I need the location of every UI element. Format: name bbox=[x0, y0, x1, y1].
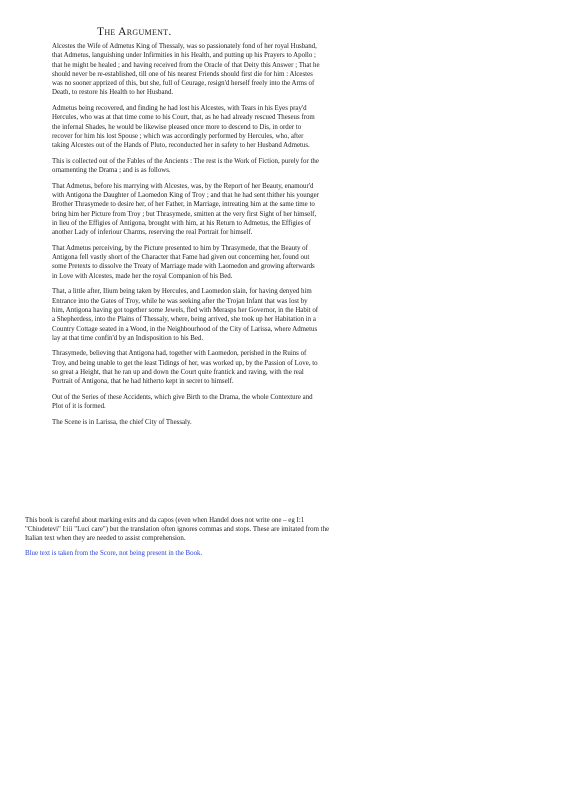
editorial-notes bbox=[25, 516, 341, 564]
blue-text-note: Blue text is taken from the Score, not being present in the Book. bbox=[25, 550, 203, 558]
argument-paragraph-1: Alcestes the Wife of Admetus King of Thessaly, was so passionately fond of her royal Husband, that Admetus, languishing under Infirmities in his Health, and putting up his Prayers to Apollo ; that he might be healed ; and having received from the Oracle of that Deity this Answer ; That he should never be re-established, till one of his nearest Friends should first die for him : Alcestes was no sooner apprized of this, but she, full of Ceurage, resign'd herself freely into the Arms of Death, to restore his Health to her Husband. bbox=[52, 43, 320, 97]
argument-paragraph-6: That, a little after, Ilium being taken by Hercules, and Laomedon slain, for having denyed him Entrance into the Gates of Troy, while he was seeking after the Trojan Infant that was lost by him, Antigona having got together some Jewels, fled with Merasps her Governor, in the Habit of a Shepherdess, into the Plains of Thessaly, where, being arrived, she took up her Habitation in a Country Cottage seated in a Wood, in the Neighbourhood of the City of Larissa, where Admetus lay at that time confin'd by an Indisposition to his Bed. bbox=[52, 288, 319, 342]
editorial-note: This book is careful about marking exits and da capos (even when Handel does not write one – eg I:1 "Chiudetevi" I:iii "Luci care") but the translation often ignores commas and stops. These are imitated from the Italian text when they are needed to assist comprehension. bbox=[25, 517, 330, 543]
argument-paragraph-7: Thrasymede, believing that Antigona had, together with Laomedon, perished in the Ruins of Troy, and being unable to get the least Tidings of her, was worked up, by the Passion of Love, to so great a Height, that he ran up and down the Court quite frantick and raving, with the real Portrait of Antigona, that he had hitherto kept in secret to himself. bbox=[52, 350, 318, 386]
argument-body bbox=[52, 42, 320, 433]
argument-paragraph-2: Admetus being recovered, and finding he had lost his Alcestes, with Tears in his Eyes pray'd Hercules, who was at that time come to his Court, that, as he had already rescued Theseus from the infernal Shades, he would be likewise pleased once more to descend to Dis, in order to recover for him his lost Spouse ; which was accordingly performed by Hercules, who, after taking Alcestes out of the Hands of Pluto, reconducted her in safety to her Husband Admetus. bbox=[52, 105, 315, 150]
argument-paragraph-5: That Admetus perceiving, by the Picture presented to him by Thrasymede, that the Beauty of Antigona fell vastly short of the Character that Fame had given out concerning her, found out some Pretexts to dissolve the Treaty of Marriage made with Laomedon and growing afterwards in Love with Alcestes, made her the royal Companion of his Bed. bbox=[52, 244, 315, 280]
page-title: The Argument. bbox=[97, 26, 172, 38]
argument-paragraph-3: This is collected out of the Fables of the Ancients : The rest is the Work of Fiction, purely for the ornamenting the Drama ; and is as follows. bbox=[52, 157, 319, 175]
argument-paragraph-8: Out of the Series of these Accidents, which give Birth to the Drama, the whole Contexture and Plot of it is formed. bbox=[52, 393, 313, 411]
scene-line: The Scene is in Larissa, the chief City of Thessaly. bbox=[52, 418, 192, 426]
argument-paragraph-4: That Admetus, before his marrying with Alcestes, was, by the Report of her Beauty, enamour'd with Antigona the Daughter of Laomedon King of Troy ; and that he had sent thither his younger Brother Thrasymede to desire her, of her Father, in Marriage, intreating him at the same time to bring him her Picture from Troy ; but Thrasymede, smitten at the very first Sight of her himself, in lieu of the Effigies of Antigona, brought with him, at his Return to Admetus, the Effigies of another Lady of inferiour Charms, reserving the real Portrait for himself. bbox=[52, 182, 319, 237]
